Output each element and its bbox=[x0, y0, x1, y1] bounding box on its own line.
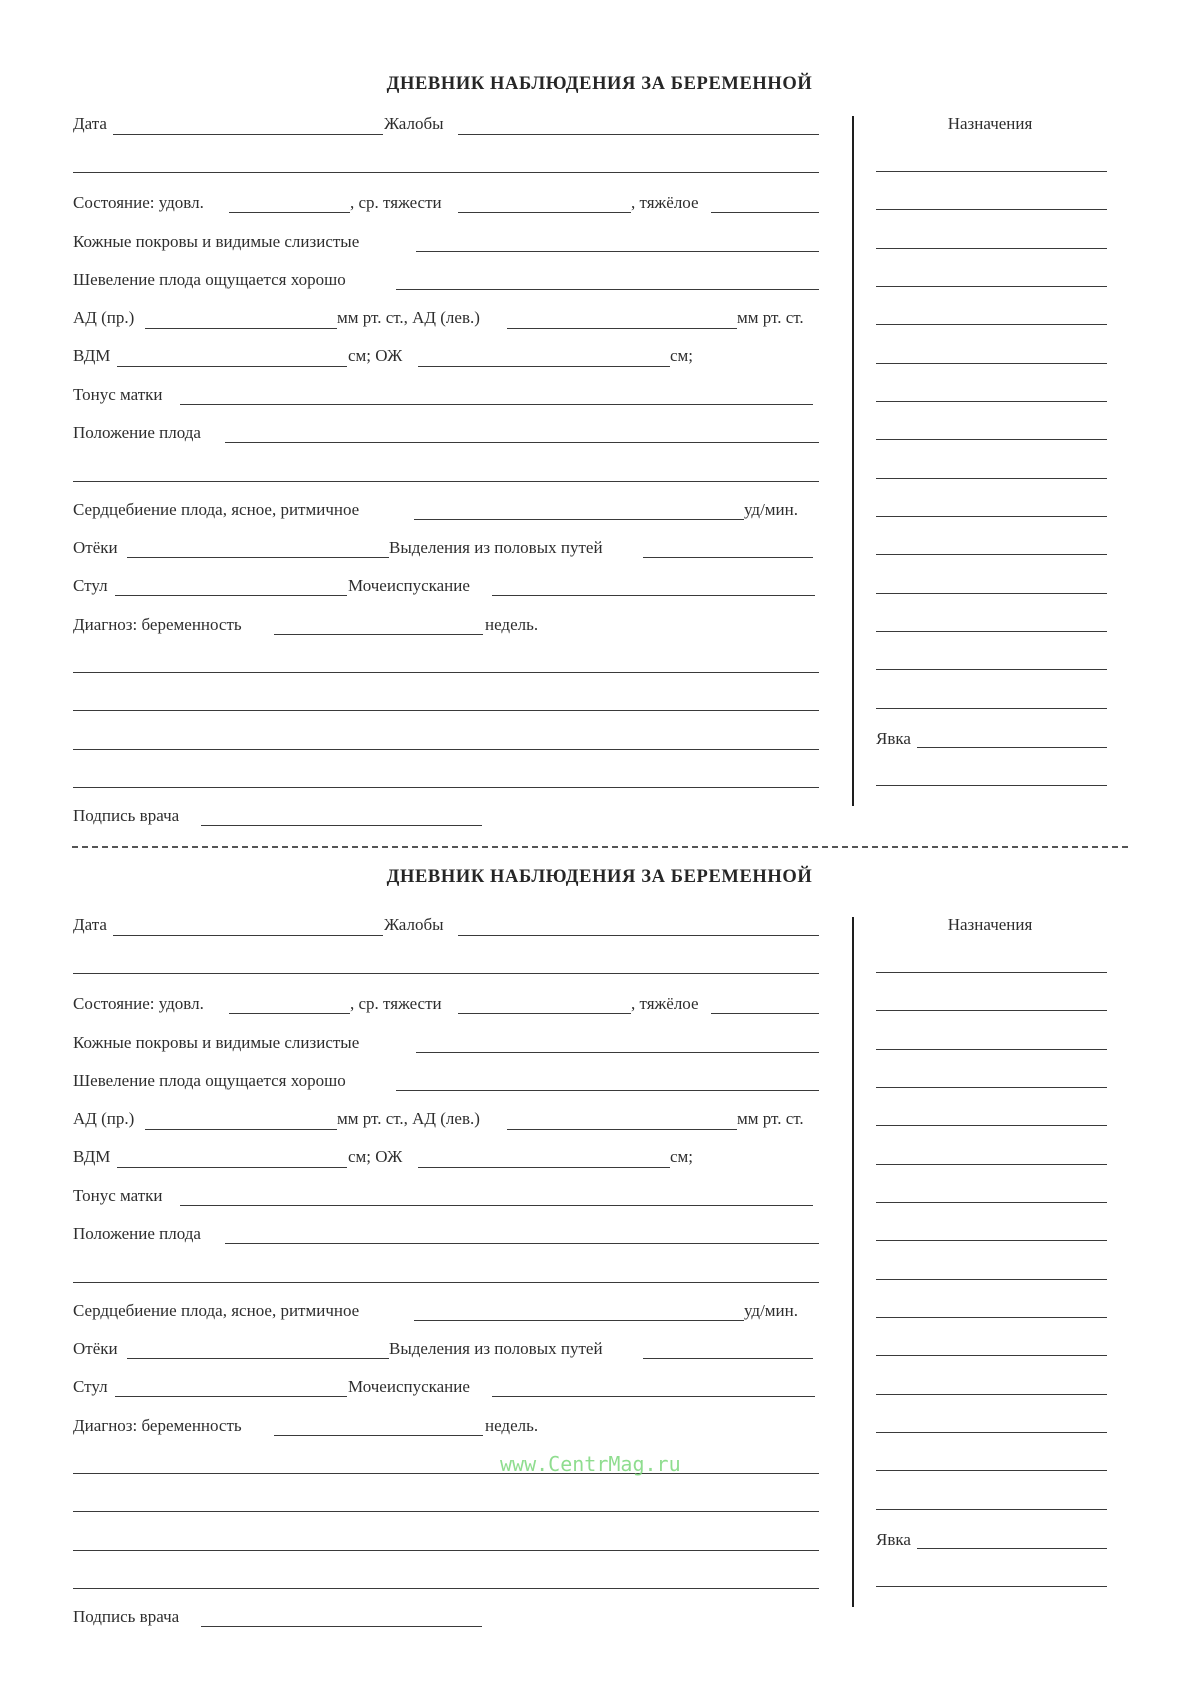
prescription-line[interactable] bbox=[876, 708, 1107, 709]
date-label: Дата bbox=[73, 114, 107, 133]
state-severe-label: , тяжёлое bbox=[631, 994, 699, 1013]
prescription-line[interactable] bbox=[876, 554, 1107, 555]
tone-label: Тонус матки bbox=[73, 385, 163, 404]
prescription-line[interactable] bbox=[876, 669, 1107, 670]
oj-field[interactable] bbox=[418, 366, 670, 367]
prescription-line[interactable] bbox=[876, 1432, 1107, 1433]
appearance-label: Явка bbox=[876, 729, 911, 748]
movement-label: Шевеление плода ощущается хорошо bbox=[73, 1071, 346, 1090]
stool-field[interactable] bbox=[115, 595, 347, 596]
edema-field[interactable] bbox=[127, 557, 389, 558]
prescription-line[interactable] bbox=[876, 209, 1107, 210]
bp-unit-2-label: мм рт. ст. bbox=[737, 1109, 804, 1128]
skin-field[interactable] bbox=[416, 251, 819, 252]
edema-field[interactable] bbox=[127, 1358, 389, 1359]
diagnosis-line-1[interactable] bbox=[73, 672, 819, 673]
prescription-line[interactable] bbox=[876, 1049, 1107, 1050]
date-field[interactable] bbox=[113, 134, 383, 135]
bp-unit-1-label: мм рт. ст., АД (лев.) bbox=[337, 1109, 480, 1128]
heartbeat-field[interactable] bbox=[414, 519, 744, 520]
prescription-line[interactable] bbox=[876, 1087, 1107, 1088]
prescription-line[interactable] bbox=[876, 1317, 1107, 1318]
diary-form-1 bbox=[0, 0, 1199, 825]
position-field[interactable] bbox=[225, 442, 819, 443]
urination-label: Мочеиспускание bbox=[348, 1377, 470, 1396]
vdm-unit-label: см; ОЖ bbox=[348, 1147, 403, 1166]
weeks-label: недель. bbox=[485, 615, 539, 634]
state-satisfactory-field[interactable] bbox=[229, 1013, 350, 1014]
form-title: ДНЕВНИК НАБЛЮДЕНИЯ ЗА БЕРЕМЕННОЙ bbox=[386, 74, 813, 94]
position-field[interactable] bbox=[225, 1243, 819, 1244]
tone-field[interactable] bbox=[180, 1205, 813, 1206]
urination-field[interactable] bbox=[492, 595, 815, 596]
diagnosis-weeks-field[interactable] bbox=[274, 1435, 483, 1436]
position-label: Положение плода bbox=[73, 1224, 201, 1243]
movement-field[interactable] bbox=[396, 1090, 819, 1091]
complaints-field-line-2[interactable] bbox=[73, 172, 819, 173]
prescription-line[interactable] bbox=[876, 1202, 1107, 1203]
skin-field[interactable] bbox=[416, 1052, 819, 1053]
appearance-label: Явка bbox=[876, 1530, 911, 1549]
prescription-line[interactable] bbox=[876, 631, 1107, 632]
vdm-label: ВДМ bbox=[73, 1147, 111, 1166]
watermark: www.CentrMag.ru bbox=[500, 1452, 681, 1476]
appearance-field[interactable] bbox=[917, 1548, 1107, 1549]
prescriptions-title: Назначения bbox=[947, 915, 1033, 934]
prescription-line[interactable] bbox=[876, 439, 1107, 440]
date-label: Дата bbox=[73, 915, 107, 934]
prescription-line[interactable] bbox=[876, 1394, 1107, 1395]
position-field-line-2[interactable] bbox=[73, 1282, 819, 1283]
position-field-line-2[interactable] bbox=[73, 481, 819, 482]
diagnosis-line-1[interactable] bbox=[73, 1473, 819, 1474]
state-label: Состояние: удовл. bbox=[73, 193, 204, 212]
diary-form-2 bbox=[0, 801, 1199, 1626]
state-satisfactory-field[interactable] bbox=[229, 212, 350, 213]
urination-label: Мочеиспускание bbox=[348, 576, 470, 595]
state-severe-field[interactable] bbox=[711, 1013, 819, 1014]
date-field[interactable] bbox=[113, 935, 383, 936]
bp-right-field[interactable] bbox=[145, 1129, 337, 1130]
state-label: Состояние: удовл. bbox=[73, 994, 204, 1013]
prescription-line[interactable] bbox=[876, 1125, 1107, 1126]
prescription-line[interactable] bbox=[876, 1164, 1107, 1165]
diagnosis-line-2[interactable] bbox=[73, 1511, 819, 1512]
heartbeat-label: Сердцебиение плода, ясное, ритмичное bbox=[73, 500, 360, 519]
diagnosis-weeks-field[interactable] bbox=[274, 634, 483, 635]
signature-field[interactable] bbox=[201, 1626, 482, 1627]
discharge-label: Выделения из половых путей bbox=[389, 538, 603, 557]
prescription-line[interactable] bbox=[876, 1279, 1107, 1280]
diagnosis-line-4[interactable] bbox=[73, 1588, 819, 1589]
appearance-field-line-2[interactable] bbox=[876, 785, 1107, 786]
stool-label: Стул bbox=[73, 576, 108, 595]
bp-unit-2-label: мм рт. ст. bbox=[737, 308, 804, 327]
bp-unit-1-label: мм рт. ст., АД (лев.) bbox=[337, 308, 480, 327]
stool-field[interactable] bbox=[115, 1396, 347, 1397]
form-title: ДНЕВНИК НАБЛЮДЕНИЯ ЗА БЕРЕМЕННОЙ bbox=[386, 867, 813, 887]
bp-left-field[interactable] bbox=[507, 328, 737, 329]
movement-label: Шевеление плода ощущается хорошо bbox=[73, 270, 346, 289]
state-medium-field[interactable] bbox=[458, 212, 631, 213]
prescription-line[interactable] bbox=[876, 1240, 1107, 1241]
tone-field[interactable] bbox=[180, 404, 813, 405]
heartbeat-label: Сердцебиение плода, ясное, ритмичное bbox=[73, 1301, 360, 1320]
signature-label: Подпись врача bbox=[73, 806, 180, 825]
heartbeat-unit-label: уд/мин. bbox=[744, 500, 799, 519]
oj-field[interactable] bbox=[418, 1167, 670, 1168]
bp-right-label: АД (пр.) bbox=[73, 308, 135, 327]
vdm-label: ВДМ bbox=[73, 346, 111, 365]
complaints-label: Жалобы bbox=[384, 114, 444, 133]
oj-unit-label: см; bbox=[670, 346, 694, 365]
heartbeat-unit-label: уд/мин. bbox=[744, 1301, 799, 1320]
bp-left-field[interactable] bbox=[507, 1129, 737, 1130]
edema-label: Отёки bbox=[73, 1339, 118, 1358]
position-label: Положение плода bbox=[73, 423, 201, 442]
discharge-label: Выделения из половых путей bbox=[389, 1339, 603, 1358]
diagnosis-label: Диагноз: беременность bbox=[73, 615, 242, 634]
prescription-line[interactable] bbox=[876, 401, 1107, 402]
prescription-line[interactable] bbox=[876, 286, 1107, 287]
prescription-line[interactable] bbox=[876, 1010, 1107, 1011]
discharge-field[interactable] bbox=[643, 557, 813, 558]
appearance-field-line-2[interactable] bbox=[876, 1586, 1107, 1587]
appearance-field[interactable] bbox=[917, 747, 1107, 748]
heartbeat-field[interactable] bbox=[414, 1320, 744, 1321]
complaints-field-line-2[interactable] bbox=[73, 973, 819, 974]
vdm-field[interactable] bbox=[117, 366, 347, 367]
vdm-field[interactable] bbox=[117, 1167, 347, 1168]
column-divider bbox=[852, 116, 854, 806]
prescription-line[interactable] bbox=[876, 516, 1107, 517]
bp-right-field[interactable] bbox=[145, 328, 337, 329]
diagnosis-line-3[interactable] bbox=[73, 1550, 819, 1551]
prescription-line[interactable] bbox=[876, 363, 1107, 364]
state-severe-field[interactable] bbox=[711, 212, 819, 213]
prescription-line[interactable] bbox=[876, 1470, 1107, 1471]
complaints-field[interactable] bbox=[458, 134, 819, 135]
tone-label: Тонус матки bbox=[73, 1186, 163, 1205]
oj-unit-label: см; bbox=[670, 1147, 694, 1166]
diagnosis-label: Диагноз: беременность bbox=[73, 1416, 242, 1435]
prescription-line[interactable] bbox=[876, 324, 1107, 325]
complaints-field[interactable] bbox=[458, 935, 819, 936]
skin-label: Кожные покровы и видимые слизистые bbox=[73, 232, 360, 251]
state-medium-label: , ср. тяжести bbox=[350, 994, 442, 1013]
prescription-line[interactable] bbox=[876, 593, 1107, 594]
movement-field[interactable] bbox=[396, 289, 819, 290]
vdm-unit-label: см; ОЖ bbox=[348, 346, 403, 365]
stool-label: Стул bbox=[73, 1377, 108, 1396]
skin-label: Кожные покровы и видимые слизистые bbox=[73, 1033, 360, 1052]
diagnosis-line-4[interactable] bbox=[73, 787, 819, 788]
diagnosis-line-3[interactable] bbox=[73, 749, 819, 750]
state-medium-label: , ср. тяжести bbox=[350, 193, 442, 212]
discharge-field[interactable] bbox=[643, 1358, 813, 1359]
complaints-label: Жалобы bbox=[384, 915, 444, 934]
prescription-line[interactable] bbox=[876, 171, 1107, 172]
signature-label: Подпись врача bbox=[73, 1607, 180, 1626]
prescription-line[interactable] bbox=[876, 478, 1107, 479]
prescription-line[interactable] bbox=[876, 248, 1107, 249]
state-severe-label: , тяжёлое bbox=[631, 193, 699, 212]
state-medium-field[interactable] bbox=[458, 1013, 631, 1014]
column-divider bbox=[852, 917, 854, 1607]
prescription-line[interactable] bbox=[876, 1355, 1107, 1356]
bp-right-label: АД (пр.) bbox=[73, 1109, 135, 1128]
weeks-label: недель. bbox=[485, 1416, 539, 1435]
prescription-line[interactable] bbox=[876, 972, 1107, 973]
urination-field[interactable] bbox=[492, 1396, 815, 1397]
prescription-line[interactable] bbox=[876, 1509, 1107, 1510]
edema-label: Отёки bbox=[73, 538, 118, 557]
prescriptions-title: Назначения bbox=[947, 114, 1033, 133]
diagnosis-line-2[interactable] bbox=[73, 710, 819, 711]
